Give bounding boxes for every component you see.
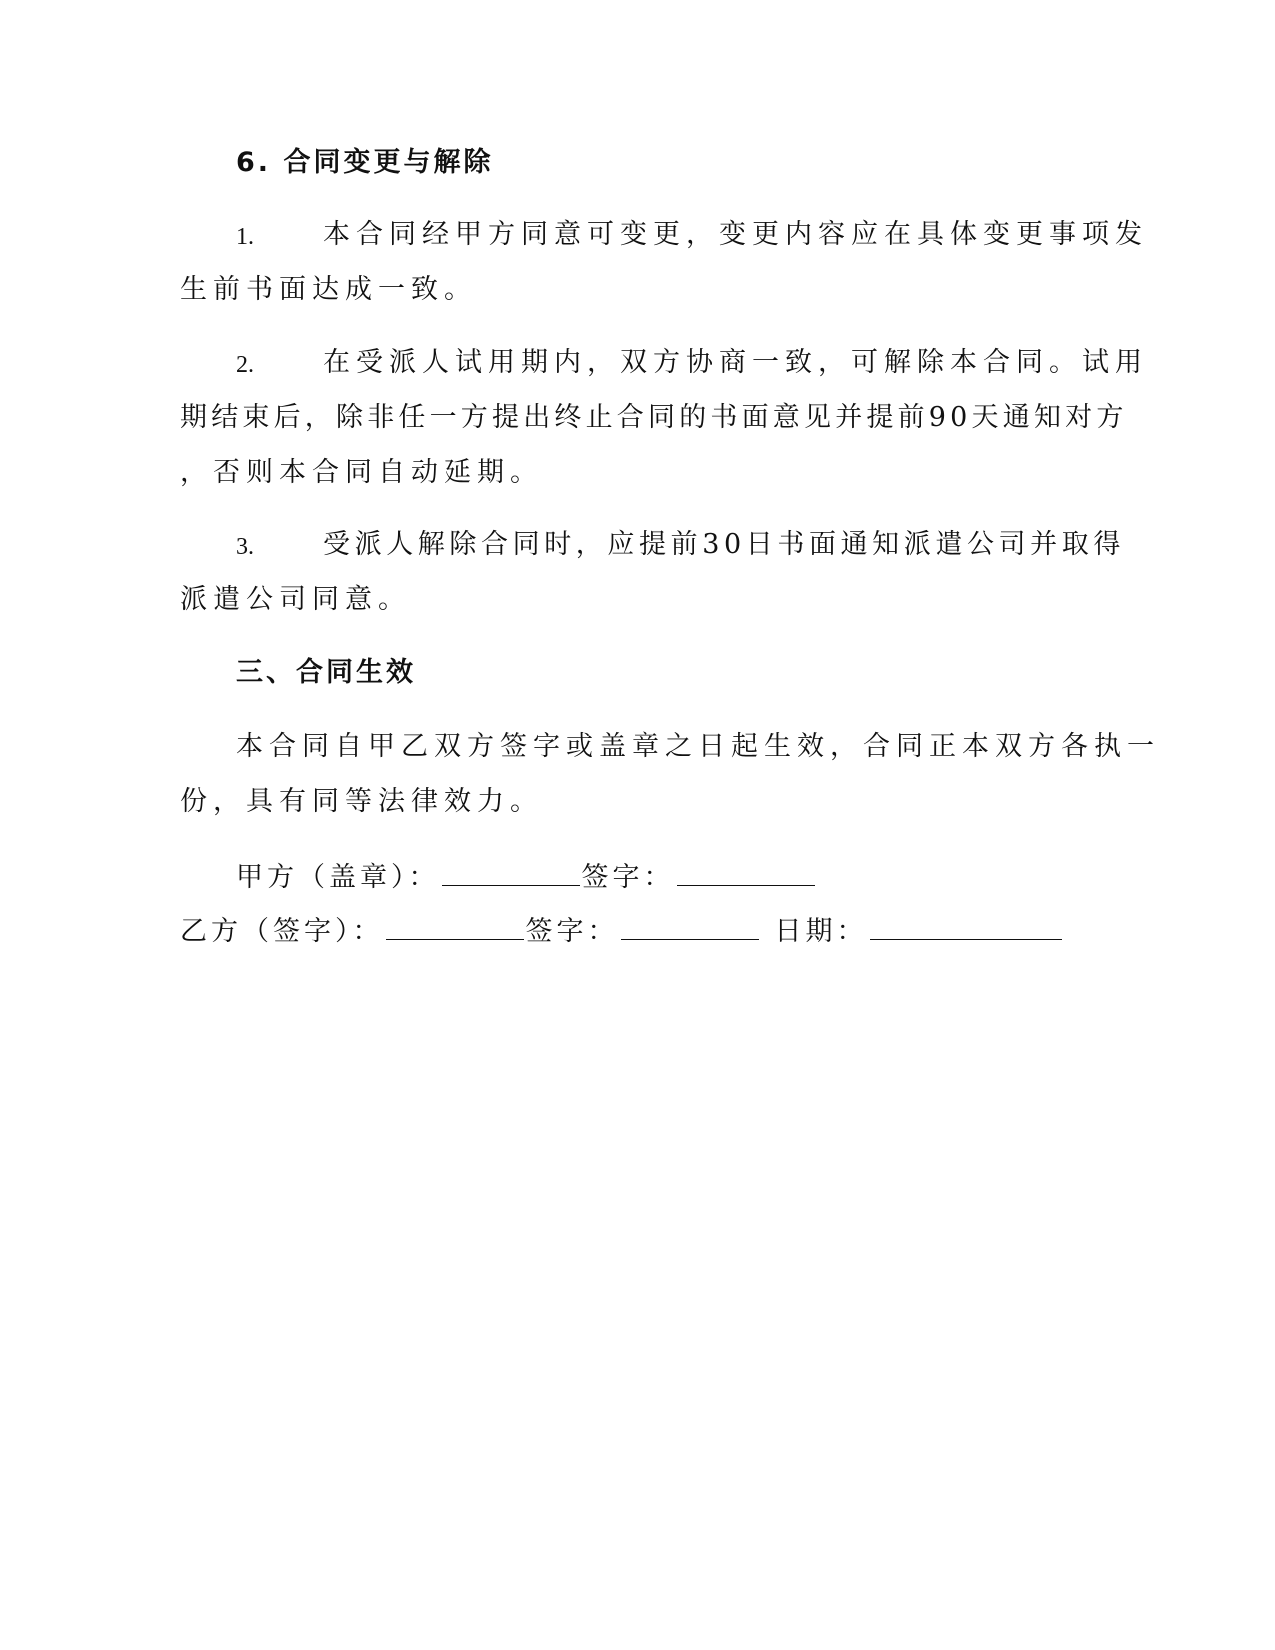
- party-b-second-sign-blank[interactable]: [621, 911, 759, 940]
- party-a-seal-blank[interactable]: [442, 857, 580, 886]
- party-a-label: 甲方（盖章）：: [236, 862, 440, 893]
- item-3-line-2: 派遣公司同意。: [180, 584, 411, 615]
- section-3-paragraph-line-2: 份，具有同等法律效力。: [180, 786, 543, 817]
- party-a-sign-blank[interactable]: [677, 857, 815, 886]
- party-a-sign-label: 签字：: [581, 862, 675, 893]
- item-1-line-2: 生前书面达成一致。: [180, 274, 477, 305]
- party-b-label: 乙方（签字）：: [180, 916, 384, 947]
- item-number-3: 3.: [236, 534, 254, 560]
- item-2-line-1: 在受派人试用期内，双方协商一致，可解除本合同。试用: [323, 347, 1148, 378]
- date-label: 日期：: [774, 916, 868, 947]
- party-b-sign-label: 签字：: [525, 916, 619, 947]
- item-2-line-3: ，否则本合同自动延期。: [180, 457, 543, 488]
- date-blank[interactable]: [870, 911, 1062, 940]
- section-heading-6: 6. 合同变更与解除: [236, 147, 494, 178]
- signature-row-party-b: [180, 911, 1064, 950]
- section-3-paragraph-line-1: 本合同自甲乙双方签字或盖章之日起生效，合同正本双方各执一: [236, 731, 1160, 762]
- section-heading-3: 三、合同生效: [236, 657, 416, 688]
- signature-row-party-a: [236, 857, 817, 896]
- item-1-line-1: 本合同经甲方同意可变更，变更内容应在具体变更事项发: [323, 219, 1148, 250]
- item-number-1: 1.: [236, 224, 254, 250]
- party-b-sign-blank[interactable]: [386, 911, 524, 940]
- item-3-line-1: 受派人解除合同时，应提前30日书面通知派遣公司并取得: [323, 529, 1125, 560]
- item-2-line-2: 期结束后，除非任一方提出终止合同的书面意见并提前90天通知对方: [180, 402, 1128, 433]
- item-number-2: 2.: [236, 352, 254, 378]
